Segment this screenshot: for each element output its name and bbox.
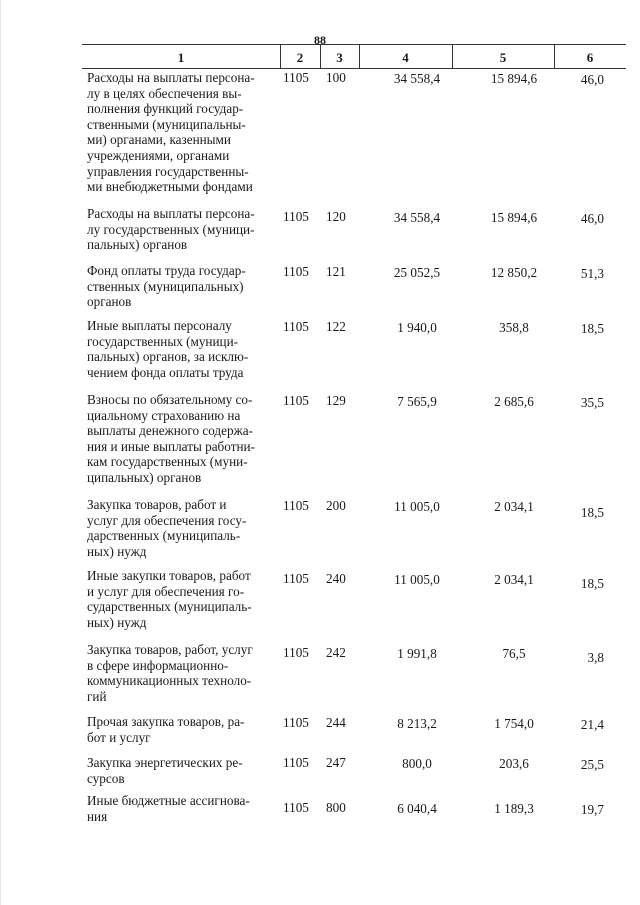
- row-description: [87, 392, 273, 486]
- description-line: выплаты денежного содержа-: [87, 423, 253, 439]
- description-line: услуг для обеспечения госу-: [87, 512, 247, 528]
- page-number: 88: [314, 33, 326, 47]
- cell-c6: 18,5: [580, 505, 604, 520]
- cell-c5: 2 685,6: [494, 394, 534, 409]
- cell-c4: 1 991,8: [397, 646, 437, 661]
- description-line: сударственных (муниципаль-: [87, 599, 252, 615]
- row-description: [87, 206, 273, 253]
- row-description: [87, 70, 273, 195]
- column-header-3: 3: [336, 50, 343, 65]
- cell-c3: 242: [326, 645, 346, 660]
- cell-c3: 120: [326, 209, 346, 224]
- description-line: пальных) органов, за исклю-: [87, 349, 249, 365]
- description-line: Расходы на выплаты персона-: [87, 206, 255, 221]
- cell-c6: 25,5: [580, 757, 604, 772]
- cell-c3: 100: [326, 70, 346, 85]
- cell-c4: 25 052,5: [393, 265, 441, 280]
- description-line: ния: [87, 808, 108, 824]
- cell-c2: 1105: [283, 800, 309, 815]
- cell-c3: 129: [326, 393, 346, 408]
- description-line: ципальных) органов: [87, 469, 202, 485]
- table-top-rule: [82, 44, 626, 45]
- column-header-1: 1: [177, 50, 185, 65]
- row-description: [87, 642, 273, 704]
- description-line: ственными (муниципальны-: [87, 116, 246, 132]
- description-line: пальных) органов: [87, 237, 188, 253]
- cell-c3: 121: [326, 264, 346, 279]
- cell-c6: 35,5: [580, 395, 604, 410]
- description-line: и услуг для обеспечения го-: [87, 583, 245, 599]
- cell-c4: 8 213,2: [397, 716, 437, 731]
- cell-c4: 11 005,0: [394, 499, 440, 514]
- row-description: [87, 263, 273, 310]
- row-description: [87, 497, 273, 559]
- description-line: дарственных (муниципаль-: [87, 528, 241, 544]
- cell-c3: 200: [326, 498, 346, 513]
- cell-c2: 1105: [283, 755, 309, 770]
- cell-c4: 6 040,4: [397, 801, 437, 816]
- cell-c2: 1105: [283, 393, 309, 408]
- description-line: ния и иные выплаты работни-: [87, 438, 255, 454]
- cell-c4: 800,0: [402, 756, 432, 771]
- description-line: ных) нужд: [87, 614, 147, 630]
- description-line: Взносы по обязательному со-: [87, 392, 253, 407]
- row-description: [87, 568, 273, 630]
- description-line: Закупка товаров, работ и: [87, 497, 227, 512]
- description-line: в сфере информационно-: [87, 657, 229, 673]
- description-line: органов: [87, 294, 132, 310]
- description-line: учреждениями, органами: [87, 147, 230, 163]
- description-line: управления государственны-: [87, 163, 249, 179]
- description-line: ми) органами, казенными: [87, 132, 231, 148]
- cell-c6: 18,5: [580, 576, 604, 591]
- cell-c5: 2 034,1: [494, 572, 534, 587]
- cell-c6: 46,0: [580, 72, 604, 87]
- cell-c4: 34 558,4: [393, 210, 441, 225]
- row-description: [87, 755, 273, 786]
- cell-c5: 358,8: [499, 320, 529, 335]
- cell-c3: 240: [326, 571, 346, 586]
- description-line: Иные бюджетные ассигнова-: [87, 793, 250, 808]
- cell-c6: 21,4: [580, 717, 604, 732]
- description-line: Иные закупки товаров, работ: [87, 568, 251, 583]
- description-line: коммуникационных техноло-: [87, 673, 252, 689]
- cell-c4: 1 940,0: [397, 320, 437, 335]
- description-line: ми внебюджетными фондами: [87, 179, 253, 195]
- description-line: полнения функций государ-: [87, 101, 244, 117]
- cell-c5: 15 894,6: [490, 71, 538, 86]
- cell-c5: 76,5: [502, 646, 526, 661]
- cell-c2: 1105: [283, 70, 309, 85]
- description-line: сурсов: [87, 770, 125, 786]
- cell-c5: 203,6: [499, 756, 529, 771]
- column-header-6: 6: [586, 50, 594, 65]
- description-line: Закупка товаров, работ, услуг: [87, 642, 253, 657]
- row-description: [87, 318, 273, 380]
- cell-c2: 1105: [283, 571, 309, 586]
- cell-c5: 2 034,1: [494, 499, 534, 514]
- cell-c3: 800: [326, 800, 346, 815]
- description-line: гий: [87, 688, 107, 704]
- description-line: Иные выплаты персоналу: [87, 318, 232, 333]
- cell-c5: 1 189,3: [494, 801, 534, 816]
- scan-edge: [0, 0, 1, 905]
- cell-c4: 34 558,4: [393, 71, 441, 86]
- cell-c6: 46,0: [580, 211, 604, 226]
- cell-c3: 247: [326, 755, 346, 770]
- cell-c5: 1 754,0: [494, 716, 534, 731]
- cell-c6: 18,5: [580, 321, 604, 336]
- cell-c6: 51,3: [580, 266, 604, 281]
- description-line: Расходы на выплаты персона-: [87, 70, 255, 85]
- description-line: ственных (муниципальных): [87, 278, 244, 294]
- description-line: циальному страхованию на: [87, 407, 241, 423]
- cell-c2: 1105: [283, 645, 309, 660]
- description-line: кам государственных (муни-: [87, 454, 248, 470]
- description-line: лу в целях обеспечения вы-: [87, 85, 242, 101]
- header-bottom-rule: [82, 68, 626, 69]
- column-header-5: 5: [499, 50, 507, 65]
- cell-c2: 1105: [283, 319, 309, 334]
- cell-c6: 3,8: [587, 650, 604, 665]
- description-line: бот и услуг: [87, 729, 151, 745]
- cell-c2: 1105: [283, 209, 309, 224]
- description-line: Прочая закупка товаров, ра-: [87, 714, 245, 729]
- cell-c5: 12 850,2: [490, 265, 538, 280]
- cell-c2: 1105: [283, 715, 309, 730]
- cell-c5: 15 894,6: [490, 210, 538, 225]
- column-header-4: 4: [402, 50, 409, 65]
- cell-c6: 19,7: [580, 802, 604, 817]
- description-line: Фонд оплаты труда государ-: [87, 263, 246, 278]
- cell-c3: 244: [326, 715, 346, 730]
- row-description: [87, 714, 273, 745]
- description-line: государственных (муници-: [87, 333, 239, 349]
- cell-c2: 1105: [283, 264, 309, 279]
- description-line: чением фонда оплаты труда: [87, 364, 244, 380]
- description-line: ных) нужд: [87, 543, 147, 559]
- cell-c2: 1105: [283, 498, 309, 513]
- column-header-2: 2: [296, 50, 304, 65]
- cell-c3: 122: [326, 319, 346, 334]
- row-description: [87, 793, 273, 824]
- description-line: Закупка энергетических ре-: [87, 755, 243, 770]
- cell-c4: 11 005,0: [394, 572, 440, 587]
- cell-c4: 7 565,9: [397, 394, 437, 409]
- description-line: лу государственных (муници-: [87, 221, 255, 237]
